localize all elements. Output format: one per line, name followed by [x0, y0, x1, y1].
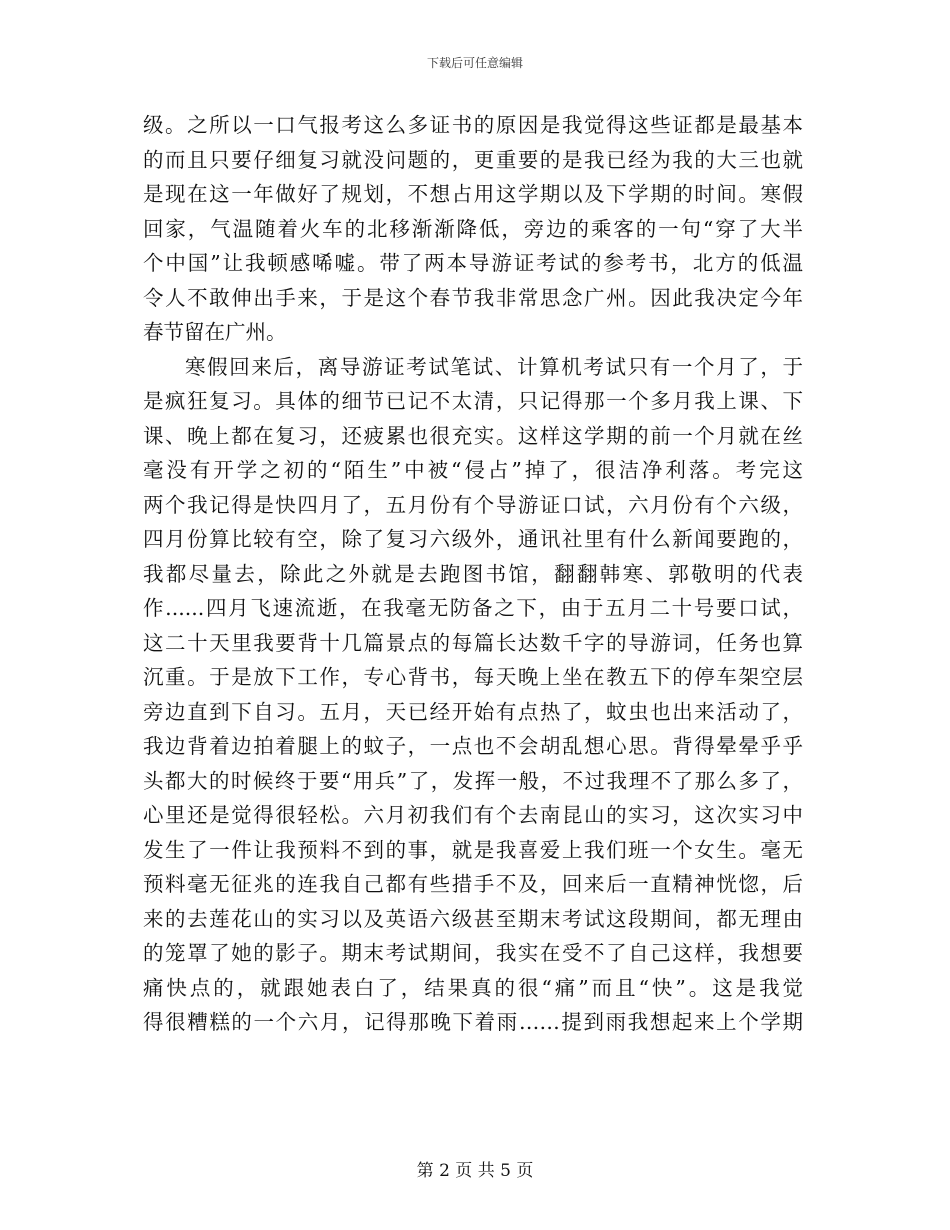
- text-line: 春节留在广州。: [143, 320, 287, 344]
- page-header: 下载后可任意编辑: [426, 56, 523, 70]
- text-line: 的笼罩了她的影子。期末考试期间，我实在受不了自己这样，我想要: [143, 941, 803, 965]
- text-line: 回家，气温随着火车的北移渐渐降低，旁边的乘客的一句“穿了大半: [143, 216, 803, 241]
- text-line: 预料毫无征兆的连我自己都有些措手不及，回来后一直精神恍惚，后: [143, 872, 803, 896]
- text-line: 头都大的时候终于要“用兵”了，发挥一般，不过我理不了那么多了，: [143, 768, 803, 793]
- text-line: 的而且只要仔细复习就没问题的，更重要的是我已经为我的大三也就: [143, 147, 803, 172]
- text-line: 我都尽量去，除此之外就是去跑图书馆，翻翻韩寒、郭敬明的代表: [143, 561, 803, 586]
- text-line: 两个我记得是快四月了，五月份有个导游证口试，六月份有个六级，: [143, 492, 803, 517]
- text-line: 课、晚上都在复习，还疲累也很充实。这样这学期的前一个月就在丝: [143, 423, 803, 448]
- page-number: 第 2 页 共 5 页: [416, 1161, 534, 1181]
- text-line: 个中国”让我顿感唏嘘。带了两本导游证考试的参考书，北方的低温: [143, 251, 803, 275]
- document-body: [143, 108, 803, 1040]
- text-line: 作......四月飞速流逝，在我毫无防备之下，由于五月二十号要口试，: [143, 596, 803, 620]
- text-line: 令人不敢伸出手来，于是这个春节我非常思念广州。因此我决定今年: [143, 285, 803, 310]
- paragraph-first-line: 寒假回来后，离导游证考试笔试、计算机考试只有一个月了，于: [185, 354, 803, 379]
- text-line: 发生了一件让我预料不到的事，就是我喜爱上我们班一个女生。毫无: [143, 837, 803, 862]
- text-line: 旁边直到下自习。五月，天已经开始有点热了，蚊虫也出来活动了，: [143, 699, 803, 724]
- text-line: 四月份算比较有空，除了复习六级外，通讯社里有什么新闻要跑的，: [143, 527, 803, 551]
- text-line: 我边背着边拍着腿上的蚊子，一点也不会胡乱想心思。背得晕晕乎乎: [143, 734, 803, 758]
- text-line: 是现在这一年做好了规划，不想占用这学期以及下学期的时间。寒假: [143, 182, 803, 206]
- text-line: 这二十天里我要背十几篇景点的每篇长达数千字的导游词，任务也算: [143, 630, 803, 655]
- text-line: 得很糟糕的一个六月，记得那晚下着雨……提到雨我想起来上个学期: [143, 1010, 803, 1034]
- text-line: 是疯狂复习。具体的细节已记不太清，只记得那一个多月我上课、下: [143, 389, 803, 413]
- text-line: 心里还是觉得很轻松。六月初我们有个去南昆山的实习，这次实习中: [143, 803, 803, 827]
- text-line: 痛快点的，就跟她表白了，结果真的很“痛”而且“快”。这是我觉: [143, 975, 803, 1000]
- text-line: 级。之所以一口气报考这么多证书的原因是我觉得这些证都是最基本: [143, 113, 803, 137]
- text-line: 来的去莲花山的实习以及英语六级甚至期末考试这段期间，都无理由: [143, 906, 803, 931]
- text-line: 毫没有开学之初的“陌生”中被“侵占”掉了，很洁净利落。考完这: [143, 458, 803, 482]
- text-line: 沉重。于是放下工作，专心背书，每天晚上坐在教五下的停车架空层: [143, 665, 803, 689]
